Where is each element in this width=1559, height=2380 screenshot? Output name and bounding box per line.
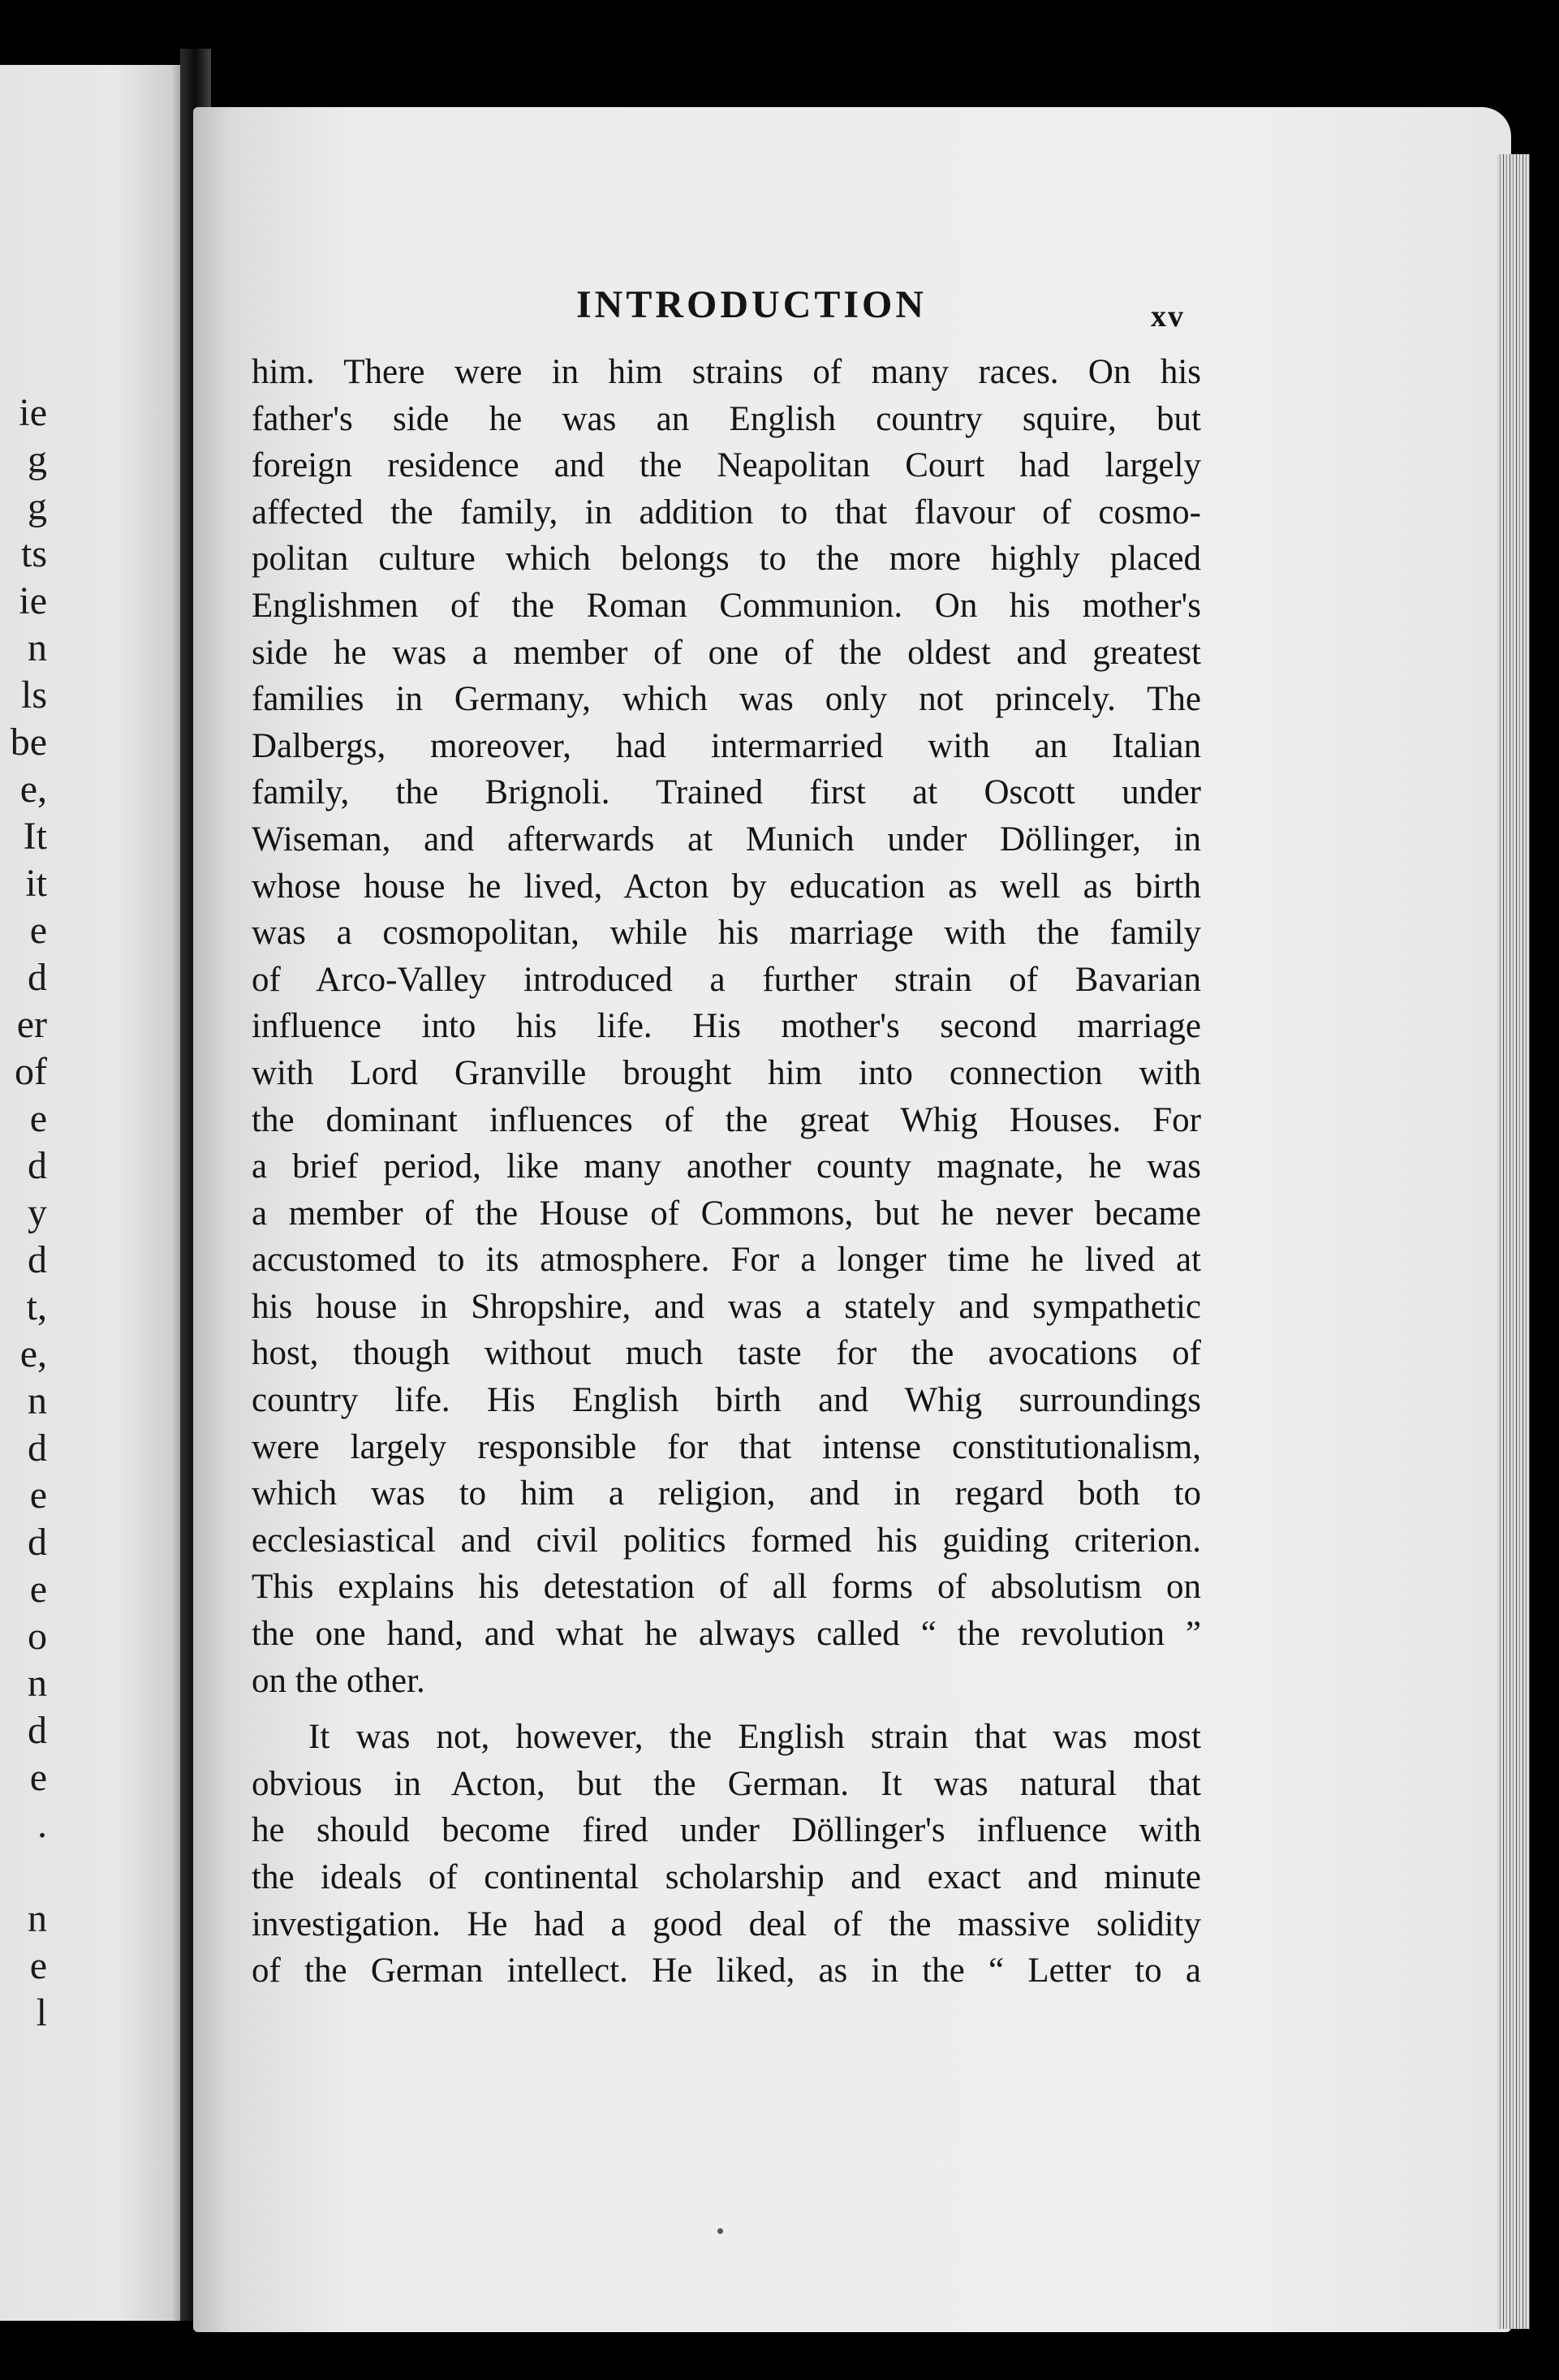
scan-speck — [717, 2228, 723, 2234]
text-line: country life. His English birth and Whig surroundings — [252, 1381, 1201, 1420]
left-page-fragment: It — [23, 815, 47, 858]
left-page-fragment: ts — [20, 532, 47, 575]
text-line: him. There were in him strains of many races. On his — [252, 353, 1201, 391]
text-line: host, though without much taste for the avocations of — [252, 1334, 1201, 1373]
text-line: a member of the House of Commons, but he never became — [252, 1194, 1201, 1233]
left-page-fragment: n — [28, 1897, 47, 1940]
text-line: he should become fired under Döllinger's influence with — [252, 1811, 1201, 1850]
left-page-fragment: e — [29, 1474, 47, 1517]
paragraph — [252, 349, 1201, 1704]
left-page-fragment: be — [10, 721, 47, 764]
page-number: xv — [1151, 299, 1185, 334]
text-line: of the German intellect. He liked, as in the “ Letter to a — [252, 1952, 1201, 1991]
left-page-fragment: e — [29, 1097, 47, 1140]
text-line: which was to him a religion, and in regard both to — [252, 1474, 1201, 1513]
text-line: This explains his detestation of all forms of absolutism on — [252, 1568, 1201, 1607]
paragraph — [252, 1714, 1201, 1995]
text-line: a brief period, like many another county magnate, he was — [252, 1147, 1201, 1186]
left-page-fragment — [0, 1848, 49, 1896]
left-page-fragment: e — [29, 1756, 47, 1799]
text-line: It was not, however, the English strain that was most — [308, 1718, 1201, 1757]
text-line: obvious in Acton, but the German. It was natural that — [252, 1764, 1201, 1803]
left-page-fragment: d — [28, 1521, 47, 1564]
text-line: Dalbergs, moreover, had intermarried with an Italian — [252, 726, 1201, 765]
text-line: were largely responsible for that intense constitutionalism, — [252, 1427, 1201, 1466]
left-page-fragment: d — [28, 1709, 47, 1752]
left-page-fragment: of — [15, 1050, 47, 1093]
text-line: investigation. He had a good deal of the massive solidity — [252, 1904, 1201, 1943]
left-page-fragment: d — [28, 1427, 47, 1470]
left-page-fragment: g — [28, 438, 47, 481]
text-line: the ideals of continental scholarship and exact and minute — [252, 1858, 1201, 1896]
text-line: influence into his life. His mother's second marriage — [252, 1007, 1201, 1046]
text-line: politan culture which belongs to the more highly placed — [252, 540, 1201, 579]
left-page — [0, 65, 195, 2321]
left-page-fragment: it — [25, 862, 47, 905]
left-page-fragment: er — [16, 1003, 47, 1046]
text-line: whose house he lived, Acton by education as well as birth — [252, 867, 1201, 906]
text-line: family, the Brignoli. Trained first at Oscott under — [252, 773, 1201, 812]
text-line: the dominant influences of the great Whig Houses. For — [252, 1100, 1201, 1139]
left-page-fragment: o — [28, 1615, 47, 1658]
text-line: Wiseman, and afterwards at Munich under Döllinger, in — [252, 820, 1201, 859]
text-line: with Lord Granville brought him into connection with — [252, 1053, 1201, 1092]
left-page-fragment: e, — [19, 1332, 47, 1375]
left-page-fragment: y — [28, 1191, 47, 1234]
left-page-fragment: e — [29, 1944, 47, 1987]
text-line: Englishmen of the Roman Communion. On his mother's — [252, 586, 1201, 625]
text-line: father's side he was an English country squire, but — [252, 399, 1201, 438]
left-page-fragment: t, — [26, 1285, 47, 1328]
page-edges — [1497, 154, 1530, 2329]
text-line: families in Germany, which was only not princely. The — [252, 680, 1201, 719]
left-page-fragment: e — [29, 1568, 47, 1611]
left-page-fragment: . — [37, 1803, 47, 1846]
left-page-fragment: ls — [20, 674, 47, 717]
text-line: of Arco-Valley introduced a further strain of Bavarian — [252, 960, 1201, 999]
left-page-fragment: l — [36, 1991, 47, 2034]
text-line: ecclesiastical and civil politics formed his guiding criterion. — [252, 1521, 1201, 1560]
text-line: affected the family, in addition to that flavour of cosmo- — [252, 493, 1201, 532]
left-page-fragment: n — [28, 1662, 47, 1705]
left-page-fragment: ie — [19, 391, 47, 434]
text-line: the one hand, and what he always called “ the revolution ” — [252, 1615, 1201, 1654]
left-page-fragment: n — [28, 626, 47, 669]
text-line: accustomed to its atmosphere. For a longer time he lived at — [252, 1241, 1201, 1280]
left-page-fragment: ie — [19, 579, 47, 622]
left-page-fragment: e, — [19, 768, 47, 811]
left-page-fragment: d — [28, 1144, 47, 1187]
text-line: on the other. — [252, 1661, 425, 1700]
left-page-fragment: e — [29, 909, 47, 952]
body-text — [252, 349, 1201, 1995]
text-line: his house in Shropshire, and was a stately and sympathetic — [252, 1287, 1201, 1326]
left-page-fragment: d — [28, 1238, 47, 1281]
left-page-text-fragments — [0, 389, 49, 2037]
text-line: foreign residence and the Neapolitan Court had largely — [252, 446, 1201, 485]
text-line: side he was a member of one of the oldest and greatest — [252, 633, 1201, 672]
running-head: INTRODUCTION — [576, 283, 928, 326]
left-page-fragment: n — [28, 1379, 47, 1422]
text-line: was a cosmopolitan, while his marriage with the family — [252, 914, 1201, 953]
left-page-fragment: g — [28, 485, 47, 528]
left-page-fragment: d — [28, 956, 47, 999]
